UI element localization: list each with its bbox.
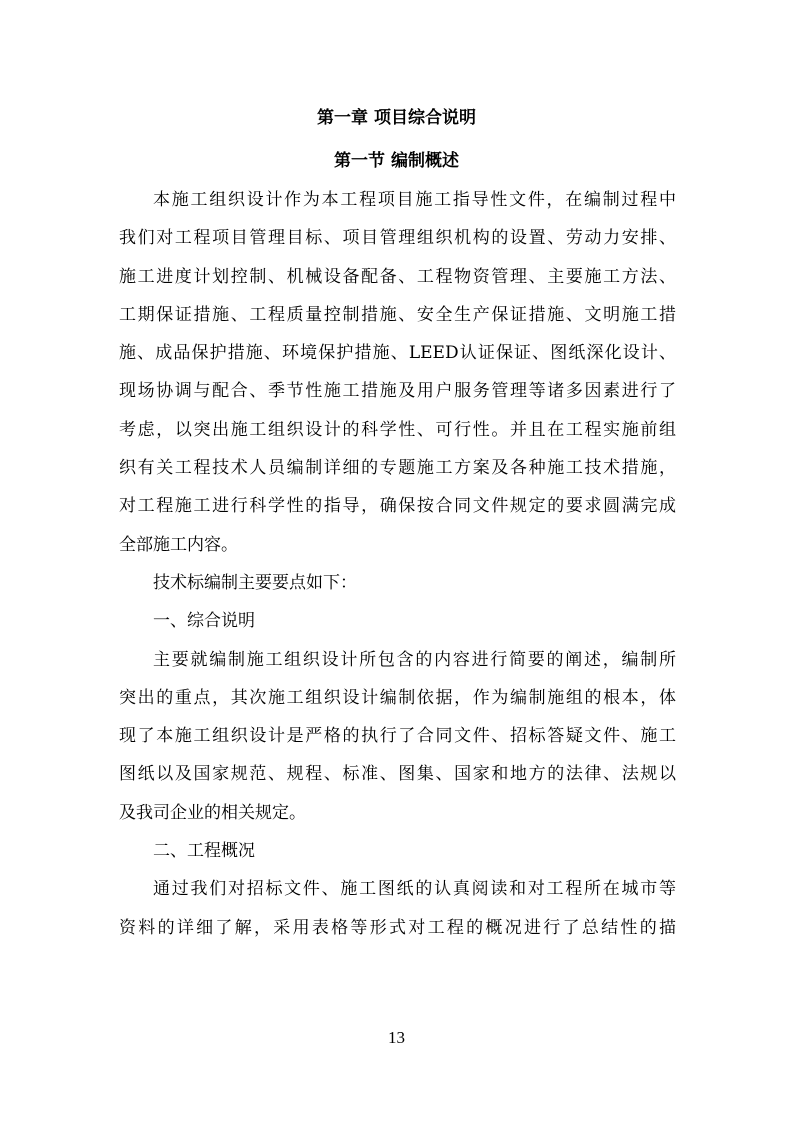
paragraph-overview <box>119 181 676 564</box>
heading-general-description: 一、综合说明 <box>153 611 255 632</box>
text-line: 织有关工程技术人员编制详细的专题施工方案及各种施工技术措施， <box>119 458 676 479</box>
text-line: 我们对工程项目管理目标、项目管理组织机构的设置、劳动力安排、 <box>119 228 676 249</box>
text-line: 图纸以及国家规范、规程、标准、图集、国家和地方的法律、法规以 <box>119 764 676 785</box>
chapter-title: 第一章 项目综合说明 <box>317 108 476 128</box>
document-body <box>119 181 676 947</box>
text-line: 本施工组织设计作为本工程项目施工指导性文件，在编制过程中 <box>153 190 676 210</box>
text-line: 全部施工内容。 <box>119 534 238 555</box>
text-line: 考虑，以突出施工组织设计的科学性、可行性。并且在工程实施前组 <box>119 419 676 440</box>
paragraph-general-description <box>119 641 676 832</box>
paragraph-key-points: 技术标编制主要要点如下： <box>153 572 357 593</box>
text-line: 资料的详细了解，采用表格等形式对工程的概况进行了总结性的描 <box>119 917 676 938</box>
section-title: 第一节 编制概述 <box>334 151 459 171</box>
text-line: 主要就编制施工组织设计所包含的内容进行简要的阐述，编制所 <box>153 649 676 670</box>
heading-project-overview: 二、工程概况 <box>153 841 255 862</box>
text-line: 现了本施工组织设计是严格的执行了合同文件、招标答疑文件、施工 <box>119 726 676 747</box>
text-line: 施工进度计划控制、机械设备配备、工程物资管理、主要施工方法、 <box>119 266 676 287</box>
text-line: 工期保证措施、工程质量控制措施、安全生产保证措施、文明施工措 <box>119 304 676 325</box>
text-line: 施、成品保护措施、环境保护措施、LEED认证保证、图纸深化设计、 <box>119 343 676 364</box>
text-line: 通过我们对招标文件、施工图纸的认真阅读和对工程所在城市等 <box>153 879 676 900</box>
text-line: 及我司企业的相关规定。 <box>119 802 306 823</box>
text-line: 对工程施工进行科学性的指导，确保按合同文件规定的要求圆满完成 <box>119 496 676 517</box>
text-line: 现场协调与配合、季节性施工措施及用户服务管理等诸多因素进行了 <box>119 381 676 402</box>
paragraph-project-overview <box>119 870 676 947</box>
text-line: 突出的重点，其次施工组织设计编制依据，作为编制施组的根本，体 <box>119 687 676 708</box>
page-number: 13 <box>388 1028 405 1047</box>
